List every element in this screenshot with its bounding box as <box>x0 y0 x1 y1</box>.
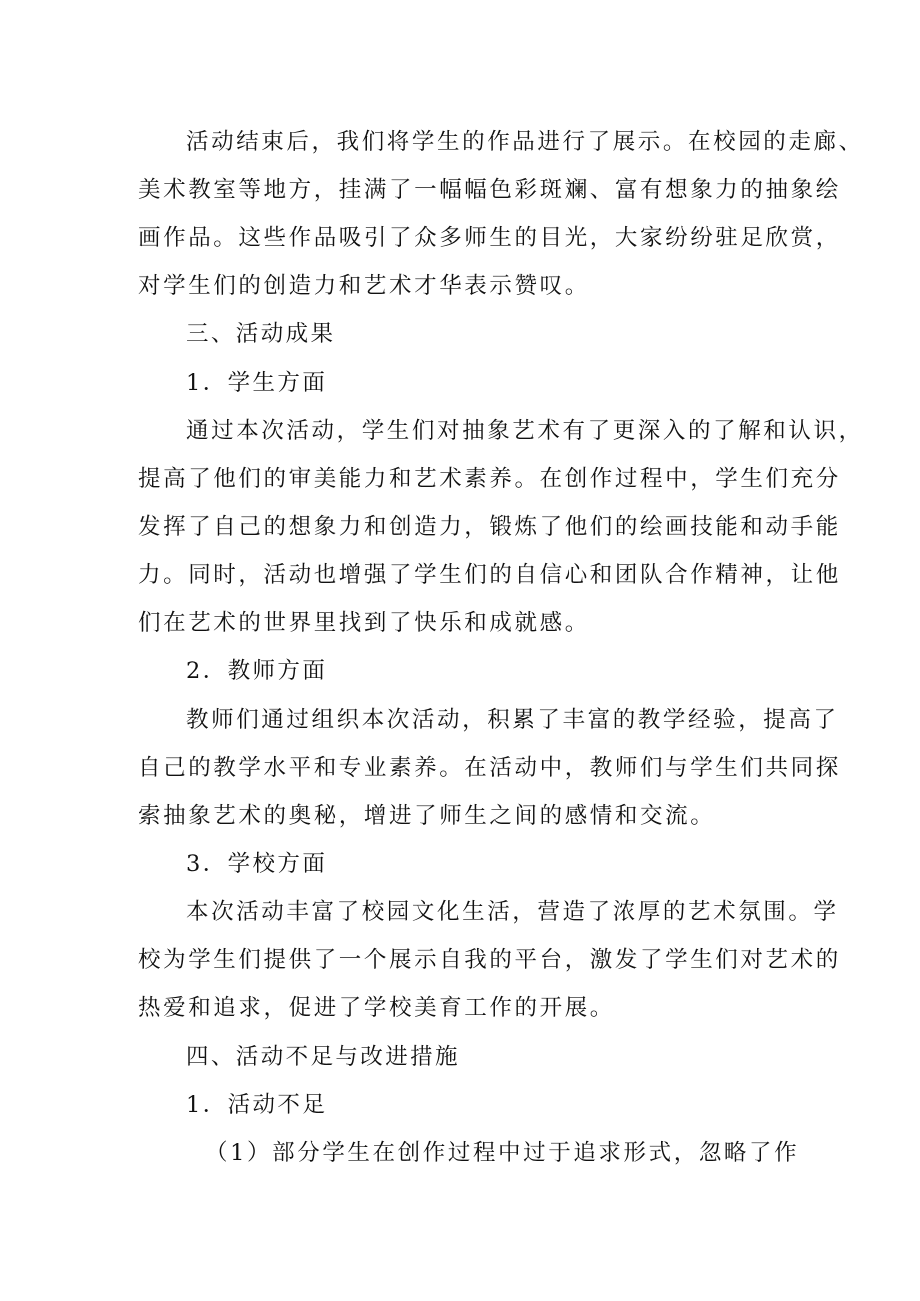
paragraph-line: 们在艺术的世界里找到了快乐和成就感。 <box>138 610 590 636</box>
paragraph-line: 美术教室等地方，挂满了一幅幅色彩斑斓、富有想象力的抽象绘 <box>138 177 841 203</box>
paragraph-line: 活动结束后，我们将学生的作品进行了展示。在校园的走廊、 <box>186 129 864 155</box>
paragraph-line: 通过本次活动，学生们对抽象艺术有了更深入的了解和认识， <box>186 418 864 444</box>
paragraph-line: 对学生们的创造力和艺术才华表示赞叹。 <box>138 273 590 299</box>
section-heading: 三、活动成果 <box>186 321 336 347</box>
subsection-heading: 3．学校方面 <box>186 851 328 877</box>
subsection-heading: 1．学生方面 <box>186 370 328 396</box>
paragraph-line: 热爱和追求，促进了学校美育工作的开展。 <box>138 995 615 1021</box>
subsection-heading: 1．活动不足 <box>186 1092 328 1118</box>
list-item-line: （1）部分学生在创作过程中过于追求形式，忽略了作 <box>205 1140 800 1166</box>
paragraph-line: 画作品。这些作品吸引了众多师生的目光，大家纷纷驻足欣赏， <box>138 225 841 251</box>
paragraph-line: 自己的教学水平和专业素养。在活动中，教师们与学生们共同探 <box>138 755 841 781</box>
paragraph-line: 校为学生们提供了一个展示自我的平台，激发了学生们对艺术的 <box>138 947 841 973</box>
paragraph-line: 发挥了自己的想象力和创造力，锻炼了他们的绘画技能和动手能 <box>138 514 841 540</box>
paragraph-line: 教师们通过组织本次活动，积累了丰富的教学经验，提高了 <box>186 707 839 733</box>
section-heading: 四、活动不足与改进措施 <box>186 1044 460 1070</box>
paragraph-line: 提高了他们的审美能力和艺术素养。在创作过程中，学生们充分 <box>138 466 841 492</box>
paragraph-line: 索抽象艺术的奥秘，增进了师生之间的感情和交流。 <box>138 803 716 829</box>
subsection-heading: 2．教师方面 <box>186 658 328 684</box>
paragraph-line: 本次活动丰富了校园文化生活，营造了浓厚的艺术氛围。学 <box>186 899 839 925</box>
paragraph-line: 力。同时，活动也增强了学生们的自信心和团队合作精神，让他 <box>138 562 841 588</box>
